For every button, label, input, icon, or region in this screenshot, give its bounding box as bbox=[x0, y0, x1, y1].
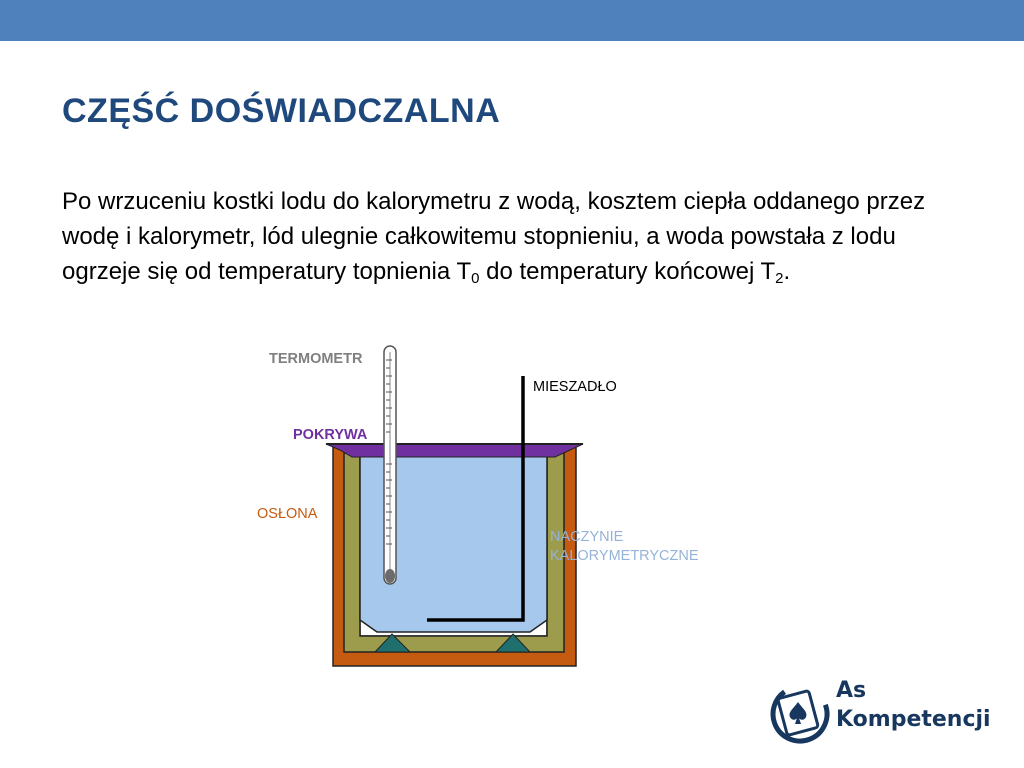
header-band bbox=[0, 0, 1024, 41]
label-shield: OSŁONA bbox=[257, 506, 318, 522]
logo-text bbox=[836, 676, 991, 734]
logo-line-1: As bbox=[836, 678, 867, 703]
label-thermometer: TERMOMETR bbox=[269, 351, 363, 367]
lid bbox=[326, 444, 583, 457]
paragraph-part-2: do temperatury końcowej T bbox=[479, 258, 776, 285]
label-lid: POKRYWA bbox=[293, 427, 368, 443]
label-stirrer: MIESZADŁO bbox=[533, 379, 617, 395]
subscript-t0: 0 bbox=[471, 270, 480, 287]
logo-line-2: Kompetencji bbox=[836, 707, 991, 732]
label-vessel-line1: NACZYNIE bbox=[550, 529, 624, 545]
label-vessel-line2: KALORYMETRYCZNE bbox=[550, 548, 699, 564]
thermometer bbox=[384, 346, 396, 584]
slide-title: CZĘŚĆ DOŚWIADCZALNA bbox=[62, 92, 501, 130]
paragraph-part-3: . bbox=[783, 258, 791, 285]
calorimeter-diagram bbox=[240, 340, 740, 675]
paragraph-part-1: Po wrzuceniu kostki lodu do kalorymetru z wodą, kosztem ciepła oddanego przez wodę i kalorymetr, lód ulegnie całkowitemu stopnieniu, a woda powstała z lodu ogrzeje się od temperatury topnienia T bbox=[62, 188, 926, 285]
subscript-t2: 2 bbox=[775, 270, 784, 287]
body-paragraph bbox=[62, 184, 972, 289]
spade-icon bbox=[766, 679, 835, 748]
